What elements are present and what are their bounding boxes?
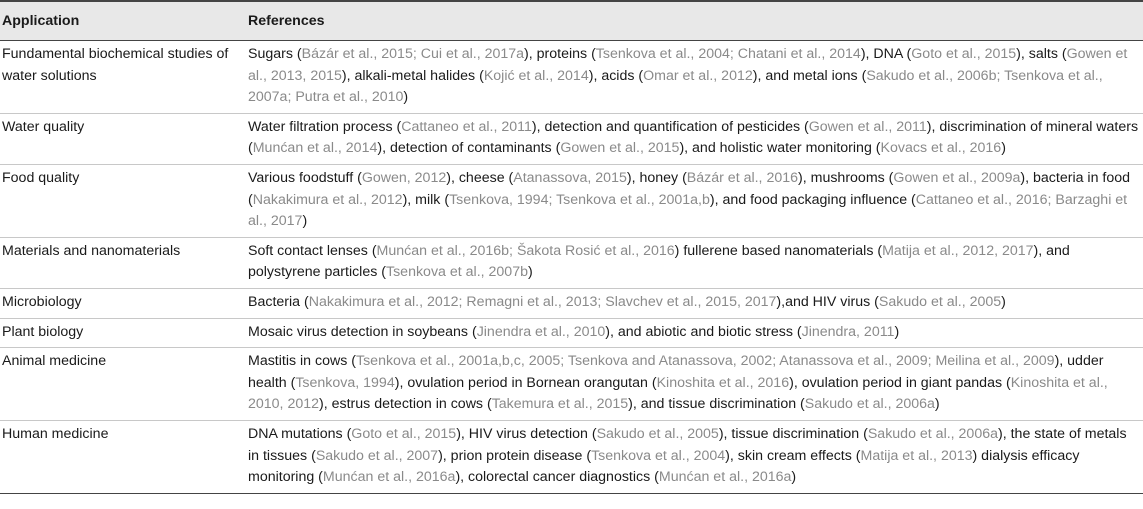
citation-link[interactable]: Gowen et al., 2015 (560, 140, 680, 157)
citation-link[interactable]: Gowen, 2012 (361, 169, 447, 186)
citation-link[interactable]: Sakudo et al., 2005 (596, 425, 719, 442)
table-header-row (0, 1, 1143, 41)
reference-text: ) (302, 213, 308, 230)
citation-link[interactable]: Sakudo et al., 2007 (315, 447, 439, 464)
citation-link[interactable]: Munćan et al., 2016a (658, 469, 792, 486)
references-cell (248, 237, 1143, 288)
reference-text: Mosaic virus detection in soybeans ( (248, 323, 477, 340)
citation-link[interactable]: Gowen et al., 2009a (893, 169, 1021, 186)
reference-text: ), proteins ( (524, 46, 596, 62)
citation-link[interactable]: Goto et al., 2015 (351, 425, 457, 442)
citation-link[interactable]: Bázár et al., 2016 (686, 169, 799, 186)
citation-link[interactable]: Gowen et al., 2013, 2015 (248, 46, 1128, 84)
reference-text: Various foodstuff ( (248, 169, 362, 186)
reference-text: ) (527, 264, 533, 281)
reference-text: ), and abiotic and biotic stress ( (605, 323, 802, 340)
citation-link[interactable]: Tsenkova et al., 2001a,b,c, 2005; Tsenkova and Atanassova, 2002; Atanassova et al., 2009; Meilina et al., 2009 (356, 353, 1055, 370)
reference-text: ), mushrooms ( (798, 169, 894, 186)
citation-link[interactable]: Tsenkova, 1994; Tsenkova et al., 2001a,b (449, 191, 710, 208)
citation-link[interactable]: Kinoshita et al., 2010, 2012 (248, 374, 1108, 413)
citation-link[interactable]: Cattaneo et al., 2016; Barzaghi et al., 2017 (248, 191, 1128, 230)
table-row (0, 113, 1143, 164)
reference-text: ), honey ( (626, 169, 687, 186)
table-row (0, 348, 1143, 421)
citation-link[interactable]: Tsenkova et al., 2007b (386, 264, 528, 281)
citation-link[interactable]: Atanassova, 2015 (513, 169, 627, 186)
reference-text: ), and metal ions ( (752, 67, 867, 84)
table-row (0, 41, 1143, 114)
reference-text: ), and holistic water monitoring ( (679, 140, 881, 157)
references-cell (248, 420, 1143, 493)
reference-text: ), milk ( (402, 191, 450, 208)
reference-text: ), tissue discrimination ( (718, 425, 868, 442)
reference-text: ), alkali-metal halides ( (341, 67, 484, 84)
application-cell: Fundamental biochemical studies of water solutions (0, 41, 248, 114)
citation-link[interactable]: Sakudo et al., 2006b; Tsenkova et al., 2007a; Putra et al., 2010 (248, 67, 1103, 106)
reference-text: ), detection of contaminants ( (377, 140, 561, 157)
reference-text: ), colorectal cancer diagnostics ( (455, 469, 659, 486)
citation-link[interactable]: Nakakimura et al., 2012; Remagni et al., 2013; Slavchev et al., 2015, 2017 (308, 293, 777, 310)
citation-link[interactable]: Tsenkova, 1994 (295, 374, 395, 391)
reference-text: ), ovulation period in giant pandas ( (789, 374, 1011, 391)
citation-link[interactable]: Munćan et al., 2016b; Šakota Rosić et al., 2016 (376, 242, 675, 259)
references-cell (248, 348, 1143, 421)
reference-text: ), udder health ( (248, 353, 1104, 391)
citation-link[interactable]: Tsenkova et al., 2004 (591, 447, 726, 464)
reference-text: ) (791, 469, 797, 486)
reference-text: ), HIV virus detection ( (456, 425, 597, 442)
application-cell: Microbiology (0, 288, 248, 318)
references-cell (248, 288, 1143, 318)
citation-link[interactable]: Tsenkova et al., 2004; Chatani et al., 2014 (595, 46, 861, 62)
reference-text: ), skin cream effects ( (725, 447, 861, 464)
citation-link[interactable]: Goto et al., 2015 (911, 46, 1017, 62)
reference-text: ), cheese ( (446, 169, 514, 186)
reference-text: ), prion protein disease ( (438, 447, 592, 464)
table-row (0, 420, 1143, 493)
application-cell: Animal medicine (0, 348, 248, 421)
reference-text: ) (934, 396, 940, 413)
reference-text: Soft contact lenses ( (248, 242, 377, 259)
table-row (0, 318, 1143, 348)
reference-text: ), estrus detection in cows ( (319, 396, 492, 413)
citation-link[interactable]: Jinendra et al., 2010 (476, 323, 606, 340)
references-cell (248, 164, 1143, 237)
citation-link[interactable]: Munćan et al., 2014 (252, 140, 378, 157)
column-header-references: References (248, 1, 1143, 41)
citation-link[interactable]: Takemura et al., 2015 (491, 396, 629, 413)
citation-link[interactable]: Matija et al., 2012, 2017 (882, 242, 1034, 259)
application-cell: Food quality (0, 164, 248, 237)
citation-link[interactable]: Kovacs et al., 2016 (880, 140, 1002, 157)
reference-text: ) dialysis efficacy monitoring ( (248, 447, 1080, 486)
reference-text: ), DNA ( (860, 46, 912, 62)
application-cell: Plant biology (0, 318, 248, 348)
reference-text: Mastitis in cows ( (248, 353, 356, 370)
reference-text: ) (403, 89, 409, 106)
reference-text: Bacteria ( (248, 293, 309, 310)
reference-text: ), and polystyrene particles ( (248, 242, 1070, 281)
reference-text: ) fullerene based nanomaterials ( (674, 242, 883, 259)
reference-text: ), ovulation period in Bornean orangutan ( (394, 374, 657, 391)
reference-text: DNA mutations ( (248, 425, 352, 442)
citation-link[interactable]: Matija et al., 2013 (860, 447, 973, 464)
table-row (0, 237, 1143, 288)
application-cell: Water quality (0, 113, 248, 164)
citation-link[interactable]: Munćan et al., 2016a (322, 469, 456, 486)
reference-text: ), detection and quantification of pesticides ( (531, 118, 809, 135)
reference-text: ), the state of metals in tissues ( (248, 425, 1127, 464)
table-row (0, 164, 1143, 237)
citation-link[interactable]: Sakudo et al., 2006a (804, 396, 935, 413)
citation-link[interactable]: Jinendra, 2011 (801, 323, 895, 340)
table-row (0, 288, 1143, 318)
references-cell (248, 113, 1143, 164)
reference-text: ) (894, 323, 900, 340)
reference-text: ) (1001, 140, 1006, 157)
citation-link[interactable]: Kojić et al., 2014 (483, 67, 589, 84)
column-header-application: Application (0, 1, 248, 41)
application-cell: Materials and nanomaterials (0, 237, 248, 288)
citation-link[interactable]: Sakudo et al., 2006a (867, 425, 998, 442)
citation-link[interactable]: Bázár et al., 2015; Cui et al., 2017a (301, 46, 525, 62)
reference-text: Sugars ( (248, 46, 302, 62)
reference-text: ), acids ( (588, 67, 644, 84)
citation-link[interactable]: Sakudo et al., 2005 (878, 293, 1002, 310)
reference-text: ) (1001, 293, 1006, 310)
citation-link[interactable]: Gowen et al., 2011 (808, 118, 927, 135)
reference-text: ), discrimination of mineral waters ( (248, 118, 1139, 157)
reference-text: Water filtration process ( (248, 118, 402, 135)
reference-text: ), and food packaging influence ( (709, 191, 916, 208)
reference-text: ), salts ( (1016, 46, 1067, 62)
application-cell: Human medicine (0, 420, 248, 493)
reference-text: ), and tissue discrimination ( (628, 396, 805, 413)
references-cell (248, 318, 1143, 348)
references-cell (248, 41, 1143, 114)
citation-link[interactable]: Cattaneo et al., 2011 (401, 118, 532, 135)
citation-link[interactable]: Nakakimura et al., 2012 (252, 191, 403, 208)
table-body (0, 41, 1143, 494)
citation-link[interactable]: Kinoshita et al., 2016 (656, 374, 790, 391)
citation-link[interactable]: Omar et al., 2012 (643, 67, 753, 84)
reference-text: ),and HIV virus ( (776, 293, 879, 310)
reference-text: ), bacteria in food ( (248, 169, 1131, 208)
